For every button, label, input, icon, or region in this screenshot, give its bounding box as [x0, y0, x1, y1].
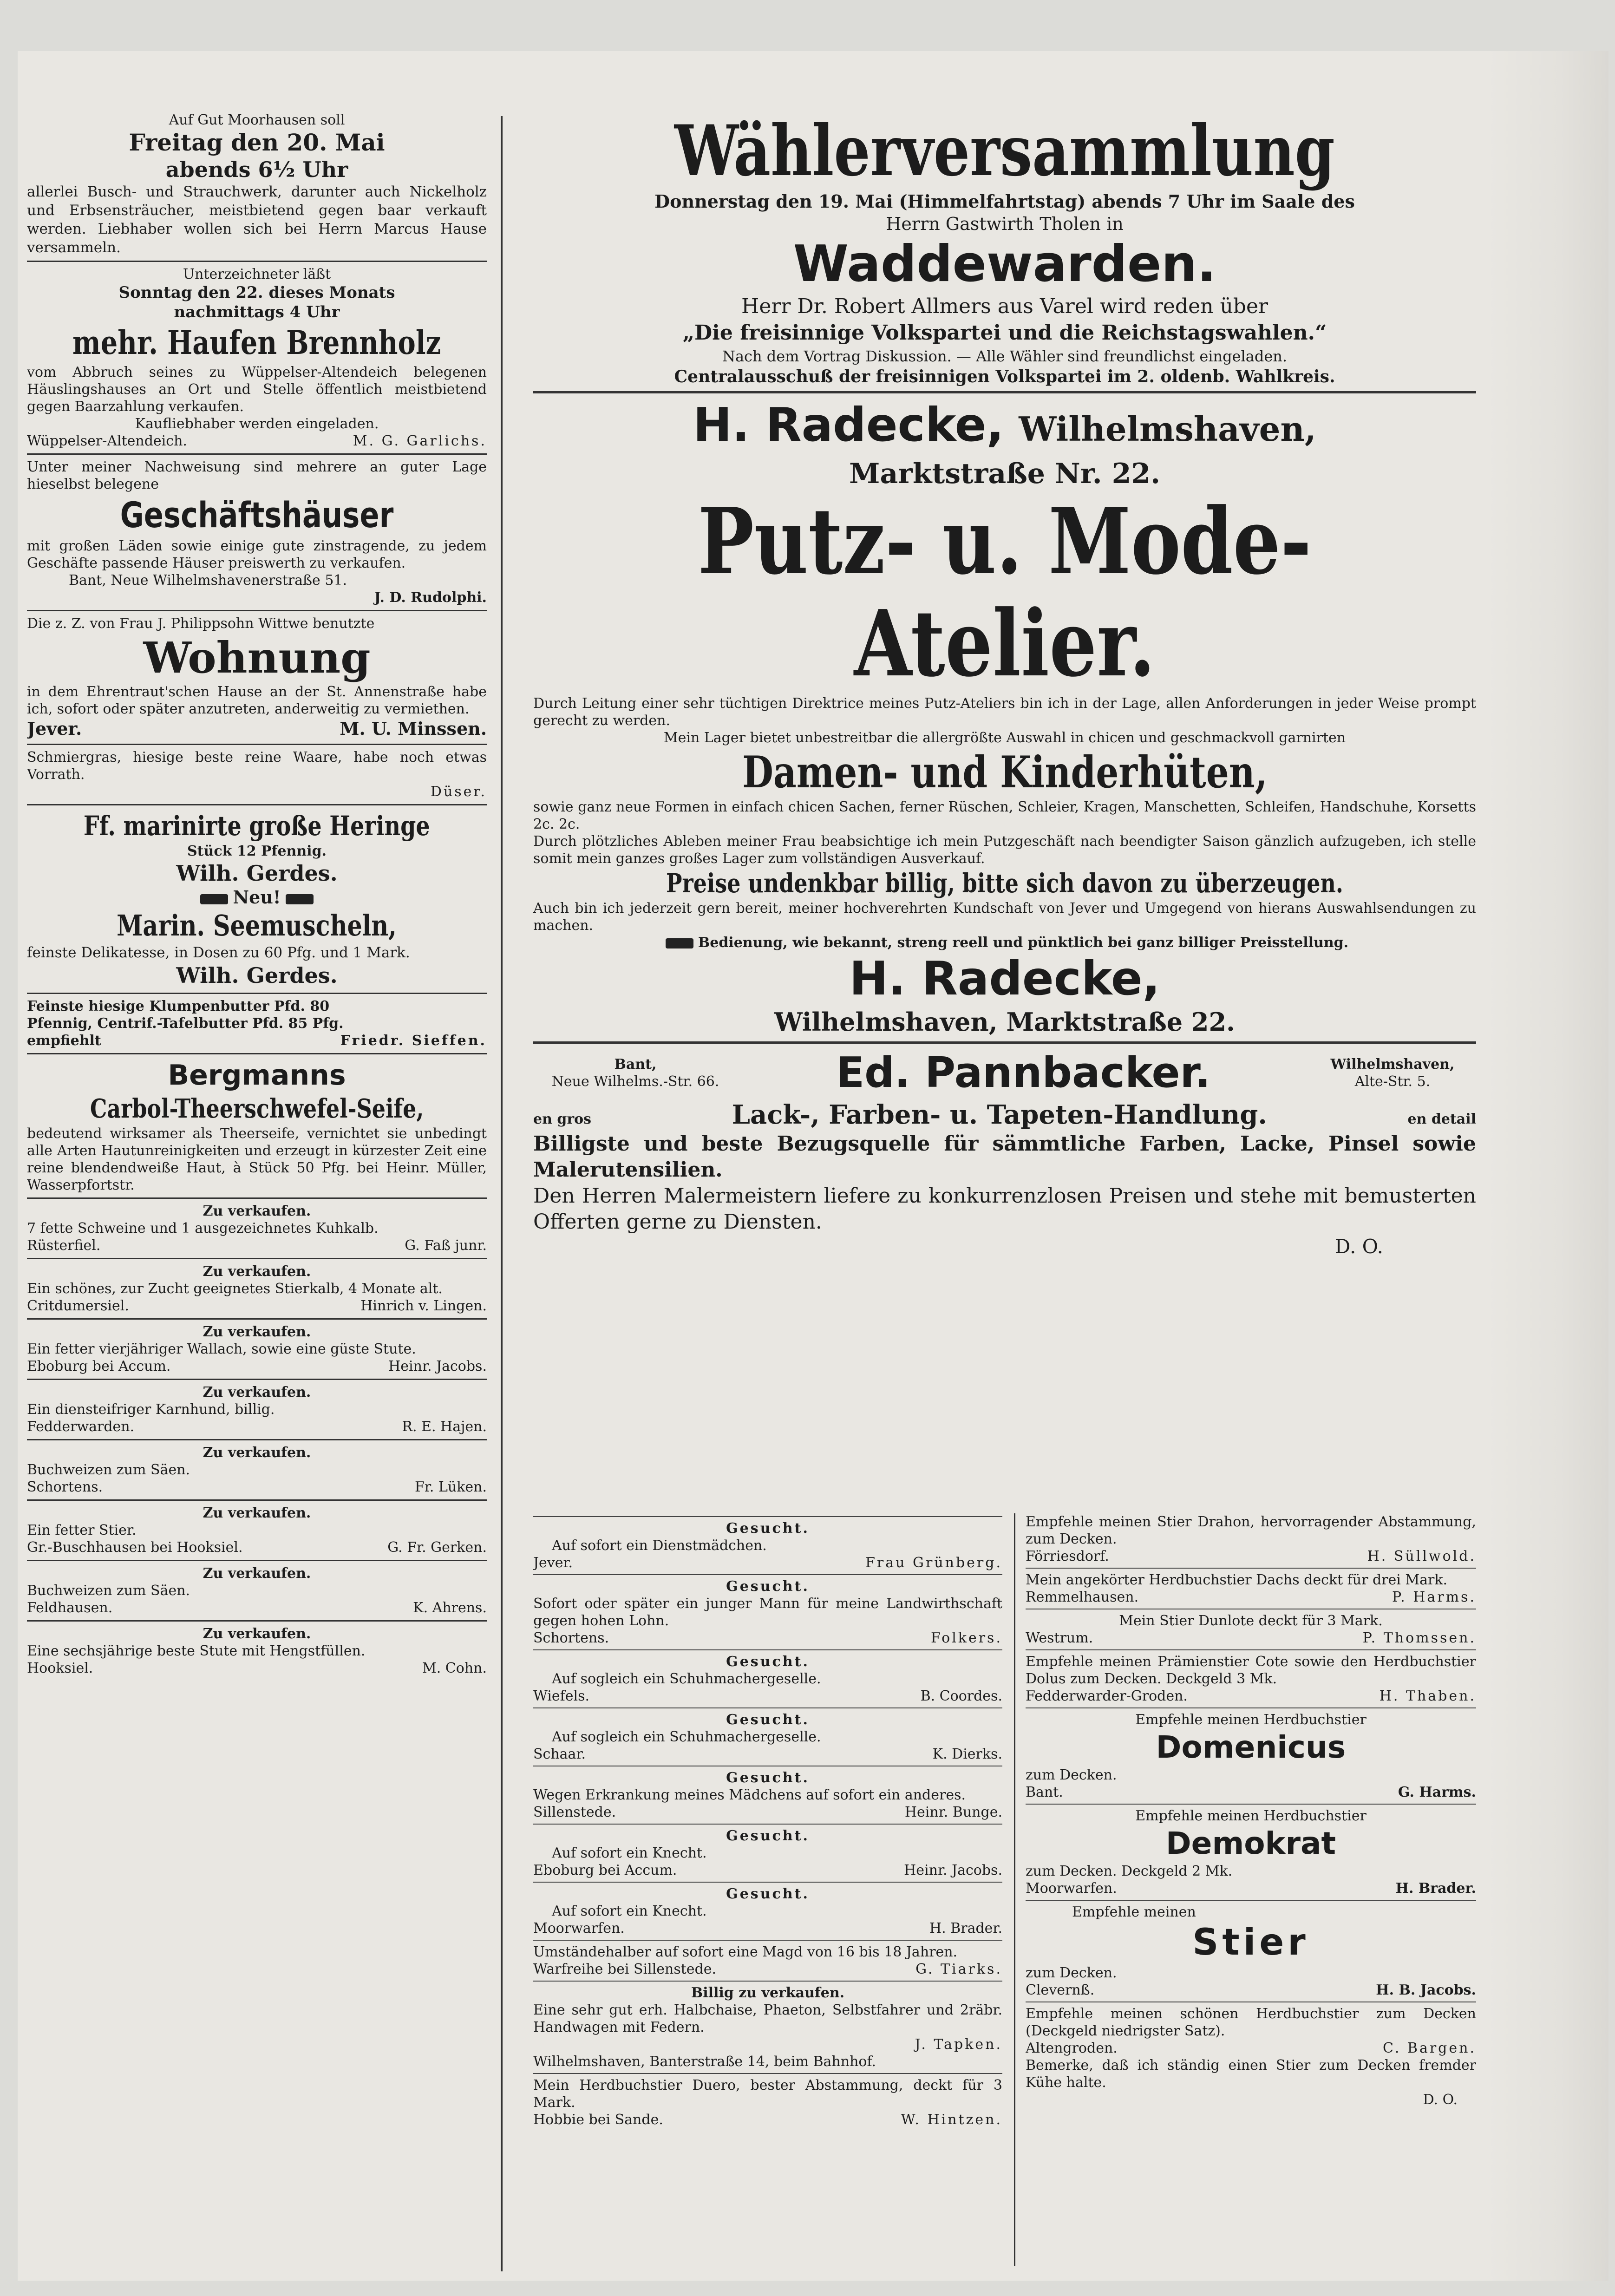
ad-date: Sonntag den 22. dieses Monats [118, 283, 395, 302]
ad-signature [533, 1961, 1002, 1978]
sale-ad [27, 1444, 487, 1496]
ad-title-text: Preise undenkbar billig, bitte sich davon zu überzeugen. [666, 868, 1343, 899]
ad-neu [27, 887, 487, 908]
ad-name: P. Harms. [1392, 1589, 1476, 1605]
sale-place: Feldhausen. [27, 1600, 113, 1616]
ad-title: Demokrat [1165, 1825, 1336, 1861]
ad-line: Herrn Gastwirth Tholen in [886, 214, 1124, 234]
ad-stier [1026, 1904, 1476, 1999]
ad-body: allerlei Busch- und Strauchwerk, darunter auch Nickelholz und Erbsensträucher, meistbietend gegen baar verkauft werden. Liebhaber wollen sich bei Herrn Marcus Hause versammeln. [27, 183, 487, 256]
ad-pannbacker [533, 1047, 1476, 1258]
divider [533, 1824, 1002, 1825]
ad-title: Stier [1192, 1922, 1309, 1963]
sale-head: Zu verkaufen. [203, 1626, 311, 1642]
ad-line: Unter meiner Nachweisung sind mehrere an guter Lage hieselbst belegene [27, 459, 487, 492]
page-edge [1488, 51, 1608, 2281]
column-rule [1014, 1513, 1015, 2266]
sale-place: Rüsterfiel. [27, 1237, 101, 1254]
ad-demokrat [1026, 1807, 1476, 1897]
wanted-name: B. Coordes. [920, 1688, 1002, 1704]
ad-time: abends 6½ Uhr [165, 157, 348, 182]
ad-signature [1026, 1880, 1476, 1897]
pointing-hand-icon [200, 894, 228, 904]
sale-body: Buchweizen zum Säen. [27, 1462, 190, 1478]
sale-place: Gr.-Buschhausen bei Hooksiel. [27, 1539, 243, 1556]
ad-name: H. Brader. [1395, 1880, 1476, 1897]
ad-title [27, 322, 487, 364]
ad-name: H. Süllwold. [1367, 1548, 1476, 1564]
ad-place: Westrum. [1026, 1630, 1093, 1646]
ad-head: Billig zu verkaufen. [691, 1985, 845, 2001]
ad-title [533, 488, 1476, 697]
sale-head: Zu verkaufen. [203, 1263, 311, 1280]
ad-signature: D. O. [1334, 1235, 1383, 1258]
ad-place: Remmelhausen. [1026, 1589, 1139, 1605]
ad-line: Auf Gut Moorhausen soll [169, 112, 345, 128]
ad-line: Empfehle meinen [1072, 1904, 1196, 1920]
ad-body: sowie ganz neue Formen in einfach chicen Sachen, ferner Rüschen, Schleier, Kragen, Manschetten, Schleifen, Handschuhe, Korsetts 2c. 2c. [533, 799, 1476, 832]
divider [1026, 1804, 1476, 1805]
ad-body: Empfehle meinen Prämienstier Cote sowie den Herdbuchstier Dolus zum Decken. Deckgeld 3 Mk. [1026, 1654, 1476, 1687]
ad-line: Feinste hiesige Klumpenbutter Pfd. 80 [27, 998, 330, 1014]
divider [533, 1981, 1002, 1982]
ad-title: Wohnung [143, 633, 371, 683]
ad-place: Förriesdorf. [1026, 1548, 1109, 1564]
ad-place: Waddewarden. [793, 235, 1216, 293]
ad-place: Altengroden. [1026, 2040, 1118, 2056]
divider [27, 1620, 487, 1622]
ad-body: Mein Stier Dunlote deckt für 3 Mark. [1119, 1613, 1383, 1629]
wanted-name: K. Dierks. [932, 1746, 1002, 1762]
ad-engros: en gros [533, 1111, 592, 1127]
sale-name: Fr. Lüken. [415, 1479, 487, 1495]
ad-signature [1026, 1548, 1476, 1565]
ad-trade-line [533, 1099, 1476, 1131]
sale-ad [27, 1263, 487, 1315]
ad-signature [533, 2111, 1002, 2128]
sale-ad [27, 1384, 487, 1435]
ad-title [533, 111, 1476, 190]
divider [27, 1499, 487, 1501]
ad-branch-whv [1309, 1056, 1476, 1090]
ad-name: J. D. Rudolphi. [374, 589, 487, 606]
ad-title: Domenicus [1156, 1729, 1346, 1765]
ad-signature [1026, 1629, 1476, 1647]
ad-signature [27, 1032, 487, 1049]
ad-schoen [1026, 2005, 1476, 2057]
divider [533, 391, 1476, 393]
ad-butter [27, 998, 487, 1049]
divider [27, 744, 487, 745]
ad-name: M. U. Minssen. [340, 718, 487, 739]
ad-signature [1026, 1688, 1476, 1705]
ad-name: W. Hintzen. [901, 2112, 1002, 2128]
ad-branch-address: Alte-Str. 5. [1354, 1073, 1431, 1090]
ad-body [533, 934, 1476, 951]
divider [533, 1707, 1002, 1708]
ad-place: Moorwarfen. [1026, 1880, 1117, 1897]
wanted-name: H. Brader. [929, 1920, 1002, 1936]
ad-body: bedeutend wirksamer als Theerseife, vernichtet sie unbedingt alle Arten Hautunreinigkeiten und erzeugt in kürzester Zeit eine reine blendendweiße Haut, à Stück 50 Pfg. bei Heinr. Müller, Wasserpfortstr. [27, 1125, 487, 1193]
ad-title-text: Carbol-Theerschwefel-Seife, [90, 1093, 424, 1124]
wanted-name: Folkers. [930, 1630, 1002, 1646]
divider [27, 610, 487, 611]
ad-branch-bant [533, 1056, 738, 1090]
sale-signature [27, 1539, 487, 1556]
divider [27, 1560, 487, 1561]
wanted-body: Auf sofort ein Knecht. [552, 1845, 707, 1861]
ad-signature [1026, 1982, 1476, 1999]
sale-signature [27, 1358, 487, 1375]
wanted-name: Heinr. Bunge. [904, 1804, 1002, 1820]
wanted-signature [533, 1746, 1002, 1763]
ad-line: Pfennig, Centrif.-Tafelbutter Pfd. 85 Pfg. [27, 1015, 344, 1032]
ad-body: Mein Lager bietet unbestreitbar die allergrößte Auswahl in chicen und geschmackvoll garnirten [663, 730, 1346, 746]
wanted-signature [533, 1920, 1002, 1937]
sale-head: Zu verkaufen. [203, 1384, 311, 1400]
ad-city: Wilhelmshaven, [1019, 409, 1316, 449]
wanted-place: Moorwarfen. [533, 1920, 625, 1936]
sale-ad [27, 1203, 487, 1254]
ad-duero [533, 2077, 1002, 2128]
wanted-ad [533, 1520, 1002, 1571]
sale-body: Ein diensteifriger Karnhund, billig. [27, 1401, 275, 1418]
ad-cote [1026, 1653, 1476, 1705]
divider [27, 993, 487, 994]
ad-name: M. G. Garlichs. [353, 433, 487, 449]
ad-body: Durch plötzliches Ableben meiner Frau beabsichtige ich mein Putzgeschäft nach beendigter Saison gänzlich aufzugeben, ich stelle somit mein ganzes großes Lager zum vollständigen Ausverkauf. [533, 833, 1476, 867]
sale-body: Ein schönes, zur Zucht geeignetes Stierkalb, 4 Monate alt. [27, 1281, 443, 1297]
ad-wohnung [27, 615, 487, 740]
ad-name: H. Radecke, [849, 951, 1160, 1006]
ad-name: H. Radecke, [693, 398, 1004, 452]
ad-waehlerversammlung [533, 111, 1476, 387]
wanted-head: Gesucht. [726, 1886, 810, 1902]
sale-name: Hinrich v. Lingen. [360, 1298, 487, 1314]
sale-name: R. E. Hajen. [402, 1419, 487, 1435]
ad-line: Centralausschuß der freisinnigen Volkspartei im 2. oldenb. Wahlkreis. [674, 367, 1335, 386]
ad-place: Fedderwarder-Groden. [1026, 1688, 1188, 1704]
ad-line: zum Decken. [1026, 1965, 1117, 1981]
ad-brennholz [27, 266, 487, 450]
divider [27, 804, 487, 805]
ad-title [27, 1092, 487, 1125]
wanted-body: Auf sofort ein Dienstmädchen. [552, 1537, 767, 1554]
ad-body: Den Herren Malermeistern liefere zu konkurrenzlosen Preisen und stehe mit bemusterten Offerten gerne zu Diensten. [533, 1184, 1476, 1234]
ad-title-text: Damen- und Kinderhüten, [742, 747, 1268, 798]
ad-signature [1026, 2040, 1476, 2057]
ad-body: Empfehle meinen schönen Herdbuchstier zum Decken (Deckgeld niedrigster Satz). [1026, 2006, 1476, 2039]
wanted-place: Schortens. [533, 1630, 609, 1646]
ad-place: Warfreihe bei Sillenstede. [533, 1961, 717, 1977]
divider [533, 1041, 1476, 1044]
ad-title [533, 867, 1476, 900]
newspaper-page [18, 51, 1608, 2281]
wanted-signature [533, 1862, 1002, 1879]
wanted-signature [533, 1554, 1002, 1571]
ad-body: Empfehle meinen Stier Drahon, hervorragender Abstammung, zum Decken. [1026, 1514, 1476, 1547]
ad-place: Wüppelser-Altendeich. [27, 433, 187, 449]
ad-name: Wilh. Gerdes. [176, 861, 338, 886]
sale-signature [27, 1599, 487, 1616]
ad-name: Düser. [430, 784, 487, 800]
ad-name: J. Tapken. [915, 2036, 1002, 2053]
ad-place: Jever. [27, 718, 82, 739]
sale-place: Critdumersiel. [27, 1298, 129, 1314]
left-column [27, 111, 487, 2267]
wanted-place: Wiefels. [533, 1688, 590, 1704]
ad-line: zum Decken. [1026, 1767, 1117, 1783]
ad-name: P. Thomssen. [1362, 1630, 1476, 1646]
wanted-ad [533, 1653, 1002, 1705]
sale-place: Hooksiel. [27, 1660, 93, 1676]
sale-place: Eboburg bei Accum. [27, 1358, 171, 1374]
ad-name: Wilh. Gerdes. [176, 963, 338, 988]
ad-body-text: Bedienung, wie bekannt, streng reell und pünktlich bei ganz billiger Preisstellung. [698, 935, 1349, 951]
ad-body: Bemerke, daß ich ständig einen Stier zum Decken fremder Kühe halte. [1026, 2057, 1476, 2091]
ad-radecke [533, 397, 1476, 1038]
ad-body: Mein Herdbuchstier Duero, bester Abstammung, deckt für 3 Mark. [533, 2077, 1002, 2111]
wanted-body: Auf sogleich ein Schuhmachergeselle. [552, 1729, 821, 1745]
sale-head: Zu verkaufen. [203, 1324, 311, 1340]
ad-name: Friedr. Sieffen. [340, 1033, 487, 1049]
ad-branch-label: Wilhelmshaven, [1330, 1056, 1455, 1073]
ad-body: vom Abbruch seines zu Wüppelser-Altendeich belegenen Häuslingshauses an Ort und Stelle öffentlich meistbietend gegen Baarzahlung verkaufen. [27, 364, 487, 415]
ad-dunlote [1026, 1612, 1476, 1647]
ad-body: feinste Delikatesse, in Dosen zu 60 Pfg. und 1 Mark. [27, 944, 410, 961]
sale-signature [27, 1478, 487, 1496]
ad-name: C. Bargen. [1382, 2040, 1476, 2056]
ad-title [27, 908, 487, 943]
classifieds-left [533, 1513, 1002, 2266]
wanted-place: Schaar. [533, 1746, 586, 1762]
sale-name: M. Cohn. [422, 1660, 487, 1676]
wanted-signature [533, 1688, 1002, 1705]
divider [1026, 1568, 1476, 1569]
ad-heringe [27, 809, 487, 908]
sale-place: Schortens. [27, 1479, 103, 1495]
sale-head: Zu verkaufen. [203, 1445, 311, 1461]
wanted-place: Jever. [533, 1555, 573, 1571]
wanted-ad [533, 1885, 1002, 1937]
sale-name: G. Faß junr. [405, 1237, 487, 1254]
sale-signature [27, 1418, 487, 1435]
divider [27, 1379, 487, 1380]
ad-name: G. Tiarks. [915, 1961, 1002, 1977]
ad-body: mit großen Läden sowie einige gute zinstragende, zu jedem Geschäfte passende Häuser preiswerth zu verkaufen. [27, 538, 487, 571]
wanted-body: Auf sofort ein Knecht. [552, 1903, 707, 1919]
ad-note: Kaufliebhaber werden eingeladen. [135, 416, 379, 432]
ad-drahon [1026, 1513, 1476, 1565]
wanted-ad [533, 1827, 1002, 1879]
ad-name: H. Thaben. [1379, 1688, 1476, 1704]
ad-topic: „Die freisinnige Volkspartei und die Reichstagswahlen.“ [682, 321, 1327, 345]
wanted-body: Wegen Erkrankung meines Mädchens auf sofort ein anderes. [533, 1787, 966, 1803]
ad-signature [27, 718, 487, 740]
wanted-place: Eboburg bei Accum. [533, 1862, 677, 1878]
ad-trade: Lack-, Farben- u. Tapeten-Handlung. [732, 1099, 1267, 1130]
sale-place: Fedderwarden. [27, 1419, 135, 1435]
ad-title-text: mehr. Haufen Brennholz [72, 323, 441, 362]
ad-header [533, 1047, 1476, 1099]
wanted-head: Gesucht. [726, 1712, 810, 1728]
ad-geschaeftshaeuser [27, 458, 487, 606]
small-ads-sales [27, 1197, 487, 1677]
ad-address: Bant, Neue Wilhelmshavenerstraße 51. [69, 572, 347, 589]
ad-line: Empfehle meinen Herdbuchstier [1135, 1712, 1367, 1728]
ad-place: Clevernß. [1026, 1982, 1095, 1998]
ad-detail: en detail [1407, 1111, 1476, 1127]
ad-line: Die z. Z. von Frau J. Philippsohn Wittwe benutzte [27, 615, 375, 632]
pointing-hand-icon [286, 894, 314, 904]
ad-title-text: Putz- u. Mode-Atelier. [698, 488, 1312, 697]
ad-seife [27, 1058, 487, 1194]
sale-name: Heinr. Jacobs. [388, 1358, 487, 1374]
wanted-signature [533, 1629, 1002, 1647]
ad-line: Donnerstag den 19. Mai (Himmelfahrtstag) abends 7 Uhr im Saale des [654, 191, 1355, 212]
ad-line: Herr Dr. Robert Allmers aus Varel wird reden über [741, 294, 1268, 318]
sale-name: G. Fr. Gerken. [387, 1539, 487, 1556]
ad-moorhausen [27, 111, 487, 257]
ad-title-text: Ff. marinirte große Heringe [84, 810, 430, 842]
sale-signature [27, 1660, 487, 1677]
sale-head: Zu verkaufen. [203, 1505, 311, 1521]
wanted-name: Frau Grünberg. [865, 1555, 1002, 1571]
ad-date: Freitag den 20. Mai [129, 129, 385, 156]
sale-head: Zu verkaufen. [203, 1203, 311, 1219]
wanted-body: Auf sogleich ein Schuhmachergeselle. [552, 1671, 821, 1687]
ad-body: in dem Ehrentraut'schen Hause an der St. Annenstraße habe ich, sofort oder später anzutreten, anderweitig zu vermiethen. [27, 684, 487, 717]
ad-neu-text: Neu! [233, 887, 281, 908]
divider [533, 2073, 1002, 2074]
sale-signature [27, 1237, 487, 1254]
ad-body: Billigste und beste Bezugsquelle für sämmtliche Farben, Lacke, Pinsel sowie Malerutensilien. [533, 1132, 1476, 1182]
ad-address: Wilhelmshaven, Banterstraße 14, beim Bahnhof. [533, 2054, 876, 2070]
ad-title-text: Geschäftshäuser [120, 494, 394, 536]
sale-body: Ein fetter vierjähriger Wallach, sowie eine güste Stute. [27, 1341, 416, 1357]
wanted-head: Gesucht. [726, 1770, 810, 1786]
ad-body: Durch Leitung einer sehr tüchtigen Direktrice meines Putz-Ateliers bin ich in der Lage, allen Anforderungen in jeder Weise prompt gerecht zu werden. [533, 695, 1476, 729]
wanted-head: Gesucht. [726, 1828, 810, 1844]
ad-body: Mein angekörter Herdbuchstier Dachs deckt für drei Mark. [1026, 1572, 1448, 1588]
wanted-head: Gesucht. [726, 1654, 810, 1670]
ad-dachs [1026, 1571, 1476, 1606]
ad-place: Bant. [1026, 1784, 1063, 1800]
pointing-hand-icon [666, 938, 693, 948]
ad-price: Stück 12 Pfennig. [187, 843, 327, 859]
sale-signature [27, 1297, 487, 1315]
ad-body: Eine sehr gut erh. Halbchaise, Phaeton, Selbstfahrer und 2räbr. Handwagen mit Federn. [533, 2002, 1002, 2035]
ad-line: Empfehle meinen Herdbuchstier [1135, 1808, 1367, 1824]
divider [27, 1258, 487, 1259]
divider [1026, 1900, 1476, 1901]
divider [27, 1197, 487, 1199]
divider [27, 453, 487, 455]
divider [27, 1053, 487, 1054]
ad-name: G. Harms. [1398, 1784, 1476, 1800]
ad-title: Bergmanns [168, 1059, 346, 1092]
ad-title [533, 746, 1476, 798]
divider [533, 1882, 1002, 1883]
ad-name: H. B. Jacobs. [1376, 1982, 1476, 1998]
ad-branch-label: Bant, [614, 1056, 657, 1073]
sale-head: Zu verkaufen. [203, 1565, 311, 1582]
ad-seemuscheln [27, 908, 487, 989]
ad-branch-address: Neue Wilhelms.-Str. 66. [551, 1073, 719, 1090]
ad-billig [533, 1984, 1002, 2070]
wanted-ad [533, 1769, 1002, 1821]
divider [533, 1574, 1002, 1575]
ad-signature [27, 432, 487, 450]
ad-place: Hobbie bei Sande. [533, 2112, 663, 2128]
wanted-place: Sillenstede. [533, 1804, 616, 1820]
divider [1026, 1707, 1476, 1708]
wanted-head: Gesucht. [726, 1578, 810, 1595]
ad-address: Wilhelmshaven, Marktstraße 22. [774, 1007, 1235, 1037]
ad-line: Nach dem Vortrag Diskussion. — Alle Wähler sind freundlichst eingeladen. [722, 347, 1288, 365]
ad-signature [1026, 1589, 1476, 1606]
sale-body: Ein fetter Stier. [27, 1522, 137, 1538]
ad-body: Schmiergras, hiesige beste reine Waare, habe noch etwas Vorrath. [27, 749, 487, 783]
ad-signature: D. O. [1423, 2092, 1458, 2108]
ad-signature [1026, 1784, 1476, 1801]
sale-ad [27, 1625, 487, 1677]
divider [27, 261, 487, 262]
ad-line: empfiehlt [27, 1033, 101, 1049]
divider [27, 1318, 487, 1320]
ad-line: Unterzeichneter läßt [183, 266, 331, 282]
divider [1026, 1649, 1476, 1650]
ad-magd [533, 1943, 1002, 1978]
divider [27, 1439, 487, 1440]
ad-title-text: Marin. Seemuscheln, [117, 909, 397, 942]
ad-bemerke [1026, 2057, 1476, 2108]
ad-body: Umständehalber auf sofort eine Magd von 16 bis 18 Jahren. [533, 1944, 958, 1960]
ad-name: Ed. Pannbacker. [836, 1048, 1211, 1097]
ad-domenicus [1026, 1711, 1476, 1801]
ad-body: Auch bin ich jederzeit gern bereit, meiner hochverehrten Kundschaft von Jever und Umgegend von hierans Auswahlsendungen zu machen. [533, 900, 1476, 934]
ad-title [27, 809, 487, 843]
ad-header [533, 397, 1476, 457]
wanted-head: Gesucht. [726, 1520, 810, 1537]
sale-body: 7 fette Schweine und 1 ausgezeichnetes Kuhkalb. [27, 1220, 379, 1236]
wanted-signature [533, 1804, 1002, 1821]
divider [533, 1649, 1002, 1650]
sale-body: Buchweizen zum Säen. [27, 1583, 190, 1599]
sale-ad [27, 1565, 487, 1616]
sale-ad [27, 1505, 487, 1556]
classifieds-right [1026, 1513, 1476, 2266]
divider [533, 1516, 1002, 1517]
ad-schmiergras [27, 749, 487, 800]
sale-body: Eine sechsjährige beste Stute mit Hengstfüllen. [27, 1643, 366, 1659]
sale-name: K. Ahrens. [413, 1600, 487, 1616]
ad-line: zum Decken. Deckgeld 2 Mk. [1026, 1863, 1233, 1879]
ad-title [27, 493, 487, 537]
wanted-name: Heinr. Jacobs. [904, 1862, 1002, 1878]
ad-time: nachmittags 4 Uhr [174, 303, 340, 321]
sale-ad [27, 1323, 487, 1375]
ad-street: Marktstraße Nr. 22. [849, 458, 1160, 490]
column-rule [501, 116, 503, 2271]
wanted-ad [533, 1578, 1002, 1647]
right-column [533, 111, 1476, 2267]
ad-title-text: Wählerversammlung [674, 111, 1335, 192]
divider [533, 1940, 1002, 1941]
wanted-ad [533, 1711, 1002, 1763]
wanted-body: Sofort oder später ein junger Mann für meine Landwirthschaft gegen hohen Lohn. [533, 1596, 1002, 1629]
